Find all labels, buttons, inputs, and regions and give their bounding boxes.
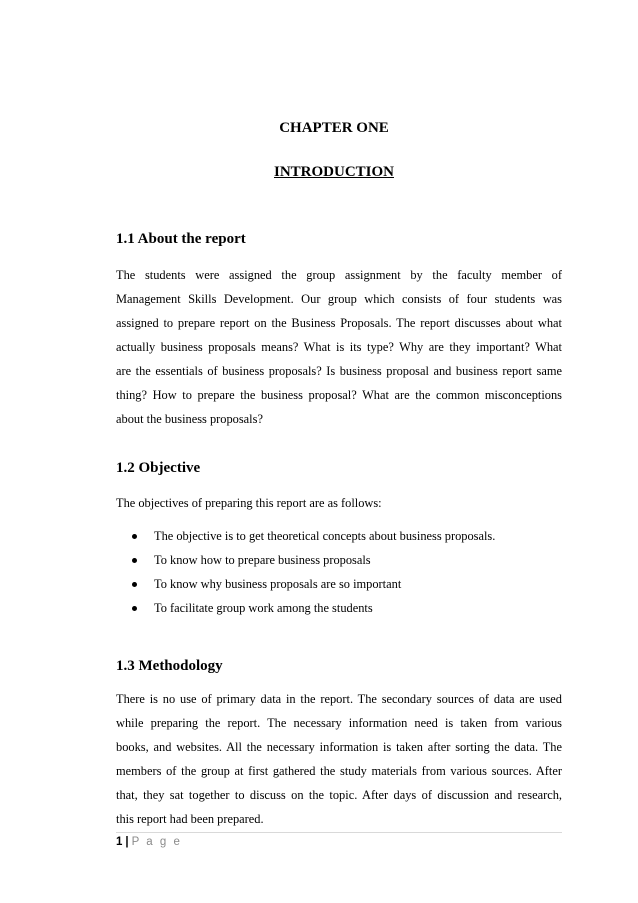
- about-line: are the essentials of business proposals? Is business proposal and business report same: [116, 364, 562, 378]
- list-item: [116, 572, 562, 596]
- methodology-line: There is no use of primary data in the report. The secondary sources of data are used: [116, 692, 562, 706]
- chapter-heading: CHAPTER ONE: [279, 120, 389, 136]
- methodology-paragraph: [116, 687, 562, 831]
- list-item: [116, 524, 562, 548]
- section-heading-methodology: 1.3 Methodology: [116, 658, 223, 674]
- footer-separator: |: [125, 836, 129, 848]
- bullet-icon: [132, 606, 137, 611]
- list-item: [116, 596, 562, 620]
- about-paragraph-body: [116, 263, 562, 431]
- page-number: 1: [116, 836, 123, 848]
- about-line: The students were assigned the group assignment by the faculty member of: [116, 268, 562, 282]
- about-line: actually business proposals means? What is its type? Why are they important? What: [116, 340, 562, 354]
- page-label: P a g e: [131, 836, 182, 848]
- section-heading-about: 1.1 About the report: [116, 231, 246, 247]
- objective-intro: [116, 491, 562, 515]
- list-item-text: The objective is to get theoretical concepts about business proposals.: [154, 529, 496, 543]
- section-heading-objective: 1.2 Objective: [116, 460, 201, 476]
- objective-intro-line: The objectives of preparing this report are as follows:: [116, 496, 382, 510]
- methodology-line: that, they sat together to discuss on the topic. After days of discussion and research,: [116, 788, 562, 802]
- about-line: about the business proposals?: [116, 412, 263, 426]
- list-item-text: To know why business proposals are so important: [154, 577, 402, 591]
- page-footer: [116, 836, 182, 848]
- list-item: [116, 548, 562, 572]
- footer-divider: [116, 832, 562, 833]
- methodology-line: while preparing the report. The necessary information need is taken from various: [116, 716, 562, 730]
- methodology-line: this report had been prepared.: [116, 812, 264, 826]
- objective-list: [116, 524, 562, 620]
- about-paragraph: [116, 235, 562, 259]
- chapter-title: INTRODUCTION: [273, 164, 394, 180]
- list-item-text: To know how to prepare business proposals: [154, 553, 371, 567]
- bullet-icon: [132, 582, 137, 587]
- list-item-text: To facilitate group work among the students: [154, 601, 373, 615]
- bullet-icon: [132, 534, 137, 539]
- methodology-line: members of the group at first gathered the study materials from various sources. After: [116, 764, 562, 778]
- methodology-line: books, and websites. All the necessary information is taken after sorting the data. The: [116, 740, 562, 754]
- bullet-icon: [132, 558, 137, 563]
- about-line: thing? How to prepare the business proposal? What are the common misconceptions: [116, 388, 562, 402]
- about-line: assigned to prepare report on the Business Proposals. The report discusses about what: [116, 316, 562, 330]
- about-line: Management Skills Development. Our group which consists of four students was: [116, 292, 562, 306]
